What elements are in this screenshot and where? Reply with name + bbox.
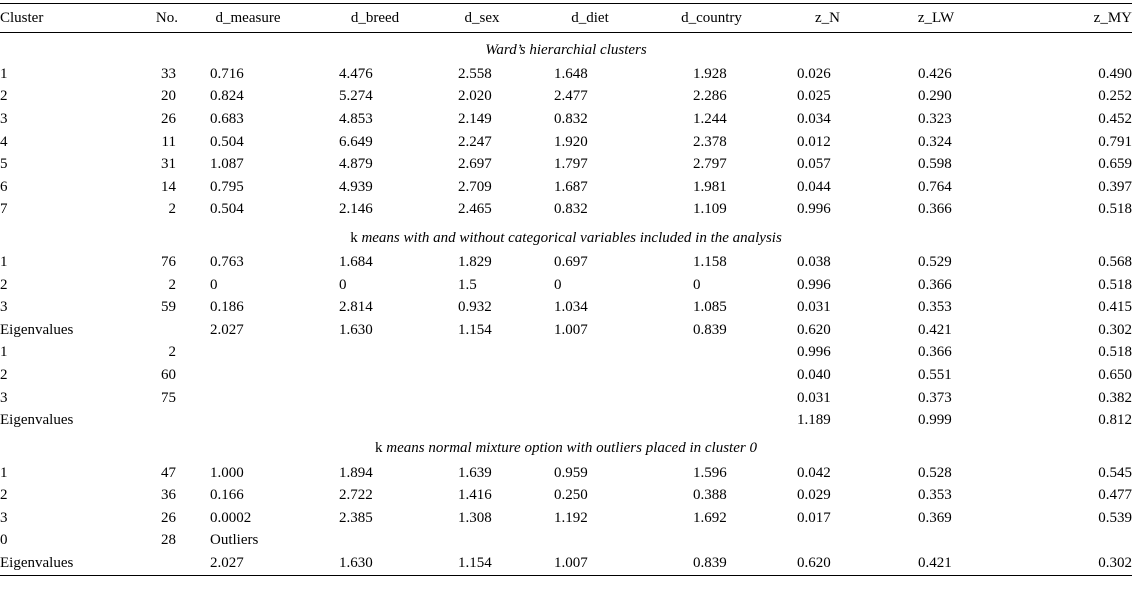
header-d-diet: d_diet bbox=[532, 4, 648, 33]
cell-d-breed bbox=[318, 342, 432, 365]
cell-d-sex: 1.154 bbox=[432, 552, 532, 575]
header-d-breed: d_breed bbox=[318, 4, 432, 33]
cell-no: 31 bbox=[161, 156, 176, 173]
cell-z-n: 0.038 bbox=[797, 253, 831, 270]
cell-cluster: 7 bbox=[0, 201, 8, 218]
cell-d-measure: 0 bbox=[210, 276, 218, 293]
cell-z-lw bbox=[880, 530, 992, 553]
cell-z-my: 0.302 bbox=[1098, 321, 1132, 338]
cell-d-country bbox=[648, 530, 775, 553]
cell-z-lw: 0.290 bbox=[918, 88, 952, 105]
cell-z-my: 0.518 bbox=[1098, 344, 1132, 361]
cell-z-n: 0.025 bbox=[797, 88, 831, 105]
cell-no bbox=[100, 552, 178, 575]
cell-d-sex: 1.308 bbox=[458, 509, 492, 526]
table-row bbox=[0, 552, 1132, 575]
cell-d-breed: 4.939 bbox=[339, 178, 373, 195]
cell-d-country: 1.158 bbox=[693, 253, 727, 270]
cell-z-lw: 0.528 bbox=[918, 464, 952, 481]
cell-z-n: 0.996 bbox=[797, 201, 831, 218]
cell-d-country bbox=[648, 387, 775, 410]
cell-d-diet: 0.697 bbox=[554, 253, 588, 270]
cell-d-breed: 2.146 bbox=[339, 201, 373, 218]
cell-cluster: 2 bbox=[0, 88, 8, 105]
cell-z-lw: 0.366 bbox=[918, 276, 952, 293]
cell-d-sex bbox=[432, 387, 532, 410]
table-row bbox=[0, 274, 1132, 297]
cell-d-sex bbox=[432, 364, 532, 387]
cell-d-diet: 0.250 bbox=[554, 487, 588, 504]
section-title bbox=[0, 221, 1132, 251]
table-row bbox=[0, 63, 1132, 86]
cell-cluster: 4 bbox=[0, 133, 8, 150]
cell-d-sex: 2.709 bbox=[458, 178, 492, 195]
cell-cluster: 1 bbox=[0, 464, 8, 481]
cell-cluster: Eigenvalues bbox=[0, 321, 74, 338]
section-title-text: means with and without categorical variables included in the analysis bbox=[361, 229, 782, 246]
cell-d-diet: 0.832 bbox=[554, 110, 588, 127]
cell-z-my: 0.791 bbox=[1098, 133, 1132, 150]
cell-z-n: 0.042 bbox=[797, 464, 831, 481]
cell-z-my: 0.518 bbox=[1098, 201, 1132, 218]
section-title-text: means normal mixture option with outliers placed in cluster 0 bbox=[386, 440, 757, 457]
cell-z-my: 0.415 bbox=[1098, 299, 1132, 316]
table-row bbox=[0, 251, 1132, 274]
cell-d-breed: 5.274 bbox=[339, 88, 373, 105]
cell-d-country bbox=[648, 409, 775, 432]
cluster-results-table bbox=[0, 3, 1132, 576]
cell-z-lw: 0.353 bbox=[918, 299, 952, 316]
cell-no: 2 bbox=[168, 276, 176, 293]
cell-no: 11 bbox=[161, 133, 176, 150]
cell-z-n bbox=[775, 530, 880, 553]
cell-d-diet: 1.034 bbox=[554, 299, 588, 316]
cell-d-diet: 0.959 bbox=[554, 464, 588, 481]
cell-z-n: 0.620 bbox=[797, 321, 831, 338]
section-title-text: Ward’s hierarchial clusters bbox=[485, 41, 647, 58]
cell-d-country: 1.692 bbox=[693, 509, 727, 526]
cell-z-lw: 0.426 bbox=[918, 65, 952, 82]
header-z-my: z_MY bbox=[992, 4, 1132, 33]
cell-d-breed bbox=[318, 530, 432, 553]
cell-d-measure bbox=[178, 387, 318, 410]
cell-d-measure: 2.027 bbox=[178, 552, 318, 575]
cell-d-diet: 1.797 bbox=[554, 156, 588, 173]
cell-d-country: 1.109 bbox=[693, 201, 727, 218]
cell-d-measure: 0.504 bbox=[210, 133, 244, 150]
table-row bbox=[0, 387, 1132, 410]
cell-no bbox=[100, 319, 178, 342]
cell-z-n: 0.044 bbox=[797, 178, 831, 195]
cell-d-breed: 6.649 bbox=[339, 133, 373, 150]
table-row bbox=[0, 131, 1132, 154]
cell-d-country: 1.244 bbox=[693, 110, 727, 127]
cell-cluster: 2 bbox=[0, 366, 8, 383]
header-z-lw: z_LW bbox=[880, 4, 992, 33]
cell-no: 26 bbox=[161, 110, 176, 127]
cell-d-diet: 2.477 bbox=[554, 88, 588, 105]
cell-d-diet: 0.832 bbox=[554, 201, 588, 218]
cell-z-n: 0.996 bbox=[797, 344, 831, 361]
cell-no: 14 bbox=[161, 178, 176, 195]
cell-d-measure: 0.795 bbox=[210, 178, 244, 195]
cell-cluster: 3 bbox=[0, 509, 8, 526]
cell-d-country bbox=[648, 364, 775, 387]
cell-cluster: Eigenvalues bbox=[0, 552, 100, 575]
cell-d-sex: 1.416 bbox=[458, 487, 492, 504]
cell-no: 60 bbox=[161, 366, 176, 383]
cell-d-breed: 2.814 bbox=[339, 299, 373, 316]
header-cluster: Cluster bbox=[0, 4, 100, 33]
cell-cluster: 2 bbox=[0, 487, 8, 504]
cell-z-my bbox=[992, 530, 1132, 553]
header-z-n: z_N bbox=[775, 4, 880, 33]
cell-cluster: 1 bbox=[0, 344, 8, 361]
cell-z-n: 0.012 bbox=[797, 133, 831, 150]
cell-d-measure bbox=[178, 342, 318, 365]
cell-d-measure: 0.683 bbox=[210, 110, 244, 127]
cell-d-breed bbox=[318, 364, 432, 387]
cell-d-sex: 2.465 bbox=[458, 201, 492, 218]
cell-d-breed: 2.385 bbox=[339, 509, 373, 526]
cell-z-n: 0.996 bbox=[797, 276, 831, 293]
cell-z-lw: 0.421 bbox=[880, 552, 992, 575]
cell-z-lw: 0.598 bbox=[918, 156, 952, 173]
cell-z-n: 0.031 bbox=[797, 389, 831, 406]
cell-d-sex: 2.247 bbox=[458, 133, 492, 150]
cell-d-sex: 1.829 bbox=[458, 253, 492, 270]
cell-d-breed: 1.894 bbox=[339, 464, 373, 481]
cell-d-breed: 1.684 bbox=[339, 253, 373, 270]
cell-d-sex: 1.639 bbox=[458, 464, 492, 481]
cell-d-diet bbox=[532, 364, 648, 387]
cell-d-country: 2.286 bbox=[693, 88, 727, 105]
table-row bbox=[0, 462, 1132, 485]
cell-d-diet: 1.192 bbox=[554, 509, 588, 526]
table-row bbox=[0, 153, 1132, 176]
section-heading bbox=[0, 221, 1132, 251]
cell-d-measure: Outliers bbox=[210, 532, 259, 549]
cell-d-sex bbox=[432, 530, 532, 553]
cell-z-my: 0.518 bbox=[1098, 276, 1132, 293]
cell-d-country: 2.378 bbox=[693, 133, 727, 150]
header-row bbox=[0, 4, 1132, 33]
cell-z-my: 0.650 bbox=[1098, 366, 1132, 383]
cell-d-diet bbox=[532, 387, 648, 410]
cell-d-measure: 0.716 bbox=[210, 65, 244, 82]
cell-d-country: 1.981 bbox=[693, 178, 727, 195]
cell-d-measure bbox=[178, 409, 318, 432]
cell-d-diet bbox=[532, 342, 648, 365]
table-row bbox=[0, 199, 1132, 222]
cell-z-my: 0.302 bbox=[992, 552, 1132, 575]
cell-d-measure: 0.763 bbox=[210, 253, 244, 270]
cell-z-my: 0.490 bbox=[1098, 65, 1132, 82]
cell-no: 36 bbox=[161, 487, 176, 504]
cell-d-country: 0.388 bbox=[693, 487, 727, 504]
cell-d-diet: 1.920 bbox=[554, 133, 588, 150]
cell-z-my: 0.397 bbox=[1098, 178, 1132, 195]
table-row bbox=[0, 176, 1132, 199]
table-row bbox=[0, 296, 1132, 319]
cell-cluster: 3 bbox=[0, 110, 8, 127]
cell-d-measure: 2.027 bbox=[210, 321, 244, 338]
cell-z-n: 0.017 bbox=[797, 509, 831, 526]
cell-d-measure: 0.166 bbox=[210, 487, 244, 504]
cell-z-n: 0.620 bbox=[775, 552, 880, 575]
cell-z-my: 0.539 bbox=[1098, 509, 1132, 526]
cell-z-my: 0.382 bbox=[1098, 389, 1132, 406]
cell-d-diet bbox=[532, 530, 648, 553]
header-d-country: d_country bbox=[648, 4, 775, 33]
cell-d-sex: 2.558 bbox=[458, 65, 492, 82]
cell-z-n: 0.026 bbox=[797, 65, 831, 82]
table-row bbox=[0, 507, 1132, 530]
section-title-prefix: k bbox=[375, 440, 383, 457]
table-body bbox=[0, 33, 1132, 576]
table-row bbox=[0, 485, 1132, 508]
cell-d-country: 0.839 bbox=[648, 552, 775, 575]
cell-cluster: 3 bbox=[0, 389, 8, 406]
cell-d-sex bbox=[432, 342, 532, 365]
cell-z-n: 0.031 bbox=[797, 299, 831, 316]
cell-d-diet: 0 bbox=[554, 276, 562, 293]
section-heading bbox=[0, 432, 1132, 462]
table-row bbox=[0, 319, 1132, 342]
cell-z-my: 0.812 bbox=[1098, 412, 1132, 429]
cell-z-my: 0.545 bbox=[1098, 464, 1132, 481]
cell-z-my: 0.477 bbox=[1098, 487, 1132, 504]
cell-no: 47 bbox=[161, 464, 176, 481]
cell-d-country: 0.839 bbox=[693, 321, 727, 338]
section-heading bbox=[0, 33, 1132, 64]
cell-z-n: 0.034 bbox=[797, 110, 831, 127]
cell-z-lw: 0.366 bbox=[918, 344, 952, 361]
cell-d-country: 1.928 bbox=[693, 65, 727, 82]
cell-z-n: 0.040 bbox=[797, 366, 831, 383]
cell-d-breed: 2.722 bbox=[339, 487, 373, 504]
cell-d-sex: 2.149 bbox=[458, 110, 492, 127]
cell-z-my: 0.452 bbox=[1098, 110, 1132, 127]
cell-d-diet: 1.648 bbox=[554, 65, 588, 82]
cell-z-lw: 0.323 bbox=[918, 110, 952, 127]
section-title bbox=[0, 33, 1132, 64]
cell-d-country: 2.797 bbox=[693, 156, 727, 173]
header-d-sex: d_sex bbox=[432, 4, 532, 33]
section-title bbox=[0, 432, 1132, 462]
cell-z-n: 0.057 bbox=[797, 156, 831, 173]
cell-d-sex: 1.5 bbox=[458, 276, 477, 293]
cell-d-sex: 0.932 bbox=[458, 299, 492, 316]
cell-d-sex: 1.154 bbox=[458, 321, 492, 338]
cell-cluster: 0 bbox=[0, 532, 8, 549]
table-row bbox=[0, 108, 1132, 131]
cell-no: 2 bbox=[168, 344, 176, 361]
cell-d-country: 0 bbox=[693, 276, 701, 293]
header-no: No. bbox=[100, 4, 178, 33]
cell-d-sex bbox=[432, 409, 532, 432]
cell-d-sex: 2.697 bbox=[458, 156, 492, 173]
cell-d-country bbox=[648, 342, 775, 365]
cell-z-lw: 0.529 bbox=[918, 253, 952, 270]
cell-d-measure bbox=[178, 364, 318, 387]
cell-d-breed: 4.853 bbox=[339, 110, 373, 127]
cell-d-breed bbox=[318, 387, 432, 410]
cell-no: 2 bbox=[168, 201, 176, 218]
cell-z-lw: 0.551 bbox=[918, 366, 952, 383]
cell-d-diet: 1.687 bbox=[554, 178, 588, 195]
cell-z-my: 0.659 bbox=[1098, 156, 1132, 173]
section-title-prefix: k bbox=[350, 229, 358, 246]
cell-z-n: 0.029 bbox=[797, 487, 831, 504]
cell-z-my: 0.568 bbox=[1098, 253, 1132, 270]
cell-d-measure: 0.0002 bbox=[210, 509, 252, 526]
cell-z-my: 0.252 bbox=[1098, 88, 1132, 105]
table-row bbox=[0, 409, 1132, 432]
cell-d-breed: 4.879 bbox=[339, 156, 373, 173]
cell-z-lw: 0.324 bbox=[918, 133, 952, 150]
table-row bbox=[0, 364, 1132, 387]
cell-z-lw: 0.369 bbox=[918, 509, 952, 526]
cell-z-lw: 0.999 bbox=[918, 412, 952, 429]
cell-cluster: 1 bbox=[0, 65, 8, 82]
cell-z-lw: 0.764 bbox=[918, 178, 952, 195]
cell-d-measure: 1.087 bbox=[210, 156, 244, 173]
cell-cluster: 1 bbox=[0, 253, 8, 270]
cell-d-diet: 1.007 bbox=[554, 321, 588, 338]
cell-d-diet: 1.007 bbox=[532, 552, 648, 575]
cell-no: 59 bbox=[161, 299, 176, 316]
cell-cluster: Eigenvalues bbox=[0, 412, 74, 429]
cell-d-breed: 1.630 bbox=[318, 552, 432, 575]
cell-cluster: 3 bbox=[0, 299, 8, 316]
cell-d-measure: 0.504 bbox=[210, 201, 244, 218]
cell-cluster: 5 bbox=[0, 156, 8, 173]
cell-d-sex: 2.020 bbox=[458, 88, 492, 105]
cell-d-breed: 0 bbox=[339, 276, 347, 293]
table-row bbox=[0, 342, 1132, 365]
cell-d-measure: 1.000 bbox=[210, 464, 244, 481]
cell-d-breed: 1.630 bbox=[339, 321, 373, 338]
cell-d-diet bbox=[532, 409, 648, 432]
cell-d-country: 1.596 bbox=[693, 464, 727, 481]
cell-d-breed bbox=[318, 409, 432, 432]
cell-z-lw: 0.353 bbox=[918, 487, 952, 504]
cell-cluster: 2 bbox=[0, 276, 8, 293]
table-row bbox=[0, 86, 1132, 109]
cell-no: 28 bbox=[161, 532, 176, 549]
cell-d-country: 1.085 bbox=[693, 299, 727, 316]
cell-no: 33 bbox=[161, 65, 176, 82]
cell-cluster: 6 bbox=[0, 178, 8, 195]
cell-no: 20 bbox=[161, 88, 176, 105]
cell-no: 76 bbox=[161, 253, 176, 270]
cell-d-breed: 4.476 bbox=[339, 65, 373, 82]
cell-no: 75 bbox=[161, 389, 176, 406]
table-row bbox=[0, 530, 1132, 553]
cell-z-n: 1.189 bbox=[797, 412, 831, 429]
cell-z-lw: 0.373 bbox=[918, 389, 952, 406]
cell-no bbox=[100, 409, 178, 432]
cell-d-measure: 0.824 bbox=[210, 88, 244, 105]
cell-z-lw: 0.421 bbox=[918, 321, 952, 338]
cell-z-lw: 0.366 bbox=[918, 201, 952, 218]
cell-no: 26 bbox=[161, 509, 176, 526]
header-d-measure: d_measure bbox=[178, 4, 318, 33]
cell-d-measure: 0.186 bbox=[210, 299, 244, 316]
